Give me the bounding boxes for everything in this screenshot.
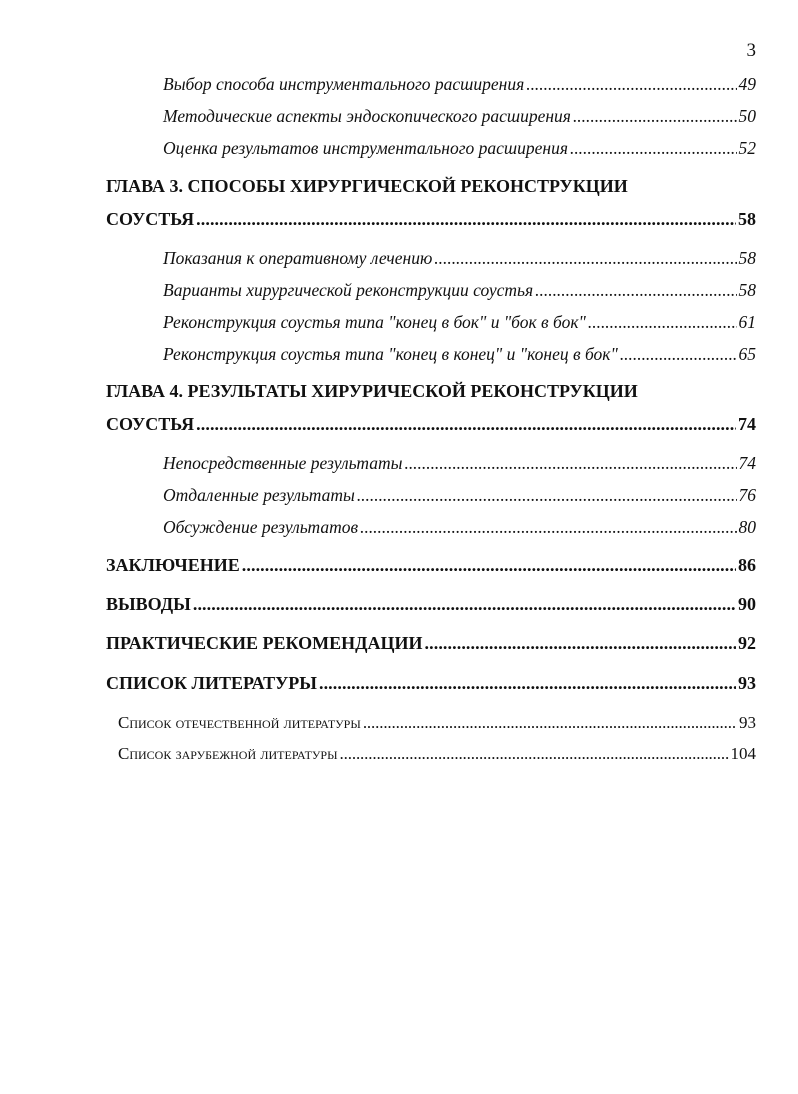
leader-dots <box>363 710 737 736</box>
leader-dots <box>242 552 736 578</box>
toc-entry-title: Список отечественной литературы <box>118 713 361 732</box>
toc-entry-page: 50 <box>738 106 756 126</box>
toc-entry-page: 74 <box>738 453 756 473</box>
leader-dots <box>535 277 736 303</box>
toc-entry-title: Методические аспекты эндоскопического расширения <box>163 106 571 126</box>
toc-section-findings[interactable] <box>106 591 756 617</box>
toc-entry[interactable] <box>163 103 756 129</box>
toc-literature-entry[interactable] <box>118 741 756 767</box>
toc-section-references[interactable] <box>106 670 756 696</box>
toc-entry-page: 104 <box>730 744 756 763</box>
chapter-4-heading[interactable]: ГЛАВА 4. РЕЗУЛЬТАТЫ ХИРУРИЧЕСКОЙ РЕКОНСТРУКЦИИ <box>106 381 638 401</box>
toc-entry-page: 49 <box>738 74 756 94</box>
toc-entry-title: СОУСТЬЯ <box>106 209 195 229</box>
leader-dots <box>425 630 736 656</box>
leader-dots <box>196 206 736 232</box>
leader-dots <box>434 245 736 271</box>
toc-entry[interactable] <box>163 482 756 508</box>
toc-entry[interactable] <box>163 277 756 303</box>
leader-dots <box>319 670 736 696</box>
chapter-3-entry[interactable] <box>106 206 756 232</box>
toc-entry-title: Оценка результатов инструментального расширения <box>163 138 568 158</box>
toc-entry-title: ЗАКЛЮЧЕНИЕ <box>106 555 240 575</box>
toc-entry[interactable] <box>163 135 756 161</box>
toc-entry-title: ПРАКТИЧЕСКИЕ РЕКОМЕНДАЦИИ <box>106 633 423 653</box>
leader-dots <box>404 450 736 476</box>
toc-entry-title: Выбор способа инструментального расширения <box>163 74 525 94</box>
toc-entry-page: 80 <box>738 517 756 537</box>
toc-literature-entry[interactable] <box>118 710 756 736</box>
toc-entry-page: 65 <box>738 344 756 364</box>
toc-entry-page: 74 <box>738 414 756 434</box>
toc-entry-title: Реконструкция соустья типа "конец в конец" и "конец в бок" <box>163 344 618 364</box>
toc-entry-page: 93 <box>739 713 756 732</box>
toc-entry-title: СПИСОК ЛИТЕРАТУРЫ <box>106 673 317 693</box>
page-number: 3 <box>746 40 756 61</box>
leader-dots <box>360 514 736 540</box>
toc-entry[interactable] <box>163 309 756 335</box>
toc-entry[interactable] <box>163 71 756 97</box>
toc-entry-title: Обсуждение результатов <box>163 517 359 537</box>
toc-entry-title: Непосредственные результаты <box>163 453 403 473</box>
toc-entry[interactable] <box>163 514 756 540</box>
toc-entry-title: ВЫВОДЫ <box>106 594 191 614</box>
toc-entry-page: 58 <box>738 209 756 229</box>
toc-entry-page: 92 <box>738 633 756 653</box>
toc-entry-page: 58 <box>738 248 756 268</box>
chapter-4-entry[interactable] <box>106 411 756 437</box>
leader-dots <box>357 482 737 508</box>
leader-dots <box>573 103 737 129</box>
toc-entry[interactable] <box>163 341 756 367</box>
leader-dots <box>620 341 737 367</box>
toc-entry-page: 58 <box>738 280 756 300</box>
toc-entry-title: Отдаленные результаты <box>163 485 355 505</box>
leader-dots <box>588 309 737 335</box>
toc-section-conclusion[interactable] <box>106 552 756 578</box>
leader-dots <box>526 71 736 97</box>
chapter-3-heading[interactable]: ГЛАВА 3. СПОСОБЫ ХИРУРГИЧЕСКОЙ РЕКОНСТРУКЦИИ <box>106 176 628 196</box>
leader-dots <box>340 741 729 767</box>
toc-entry-title: Список зарубежной литературы <box>118 744 338 763</box>
toc-entry-page: 76 <box>738 485 756 505</box>
toc-entry-page: 86 <box>738 555 756 575</box>
leader-dots <box>193 591 736 617</box>
toc-entry[interactable] <box>163 245 756 271</box>
leader-dots <box>196 411 736 437</box>
toc-entry-title: Показания к оперативному лечению <box>163 248 433 268</box>
toc-entry-page: 52 <box>738 138 756 158</box>
toc-entry-page: 93 <box>738 673 756 693</box>
toc-entry-page: 61 <box>738 312 756 332</box>
toc-section-recommendations[interactable] <box>106 630 756 656</box>
toc-entry-title: СОУСТЬЯ <box>106 414 195 434</box>
toc-entry-title: Реконструкция соустья типа "конец в бок" и "бок в бок" <box>163 312 586 332</box>
leader-dots <box>570 135 737 161</box>
toc-entry-page: 90 <box>738 594 756 614</box>
toc-entry[interactable] <box>163 450 756 476</box>
toc-entry-title: Варианты хирургической реконструкции соустья <box>163 280 534 300</box>
